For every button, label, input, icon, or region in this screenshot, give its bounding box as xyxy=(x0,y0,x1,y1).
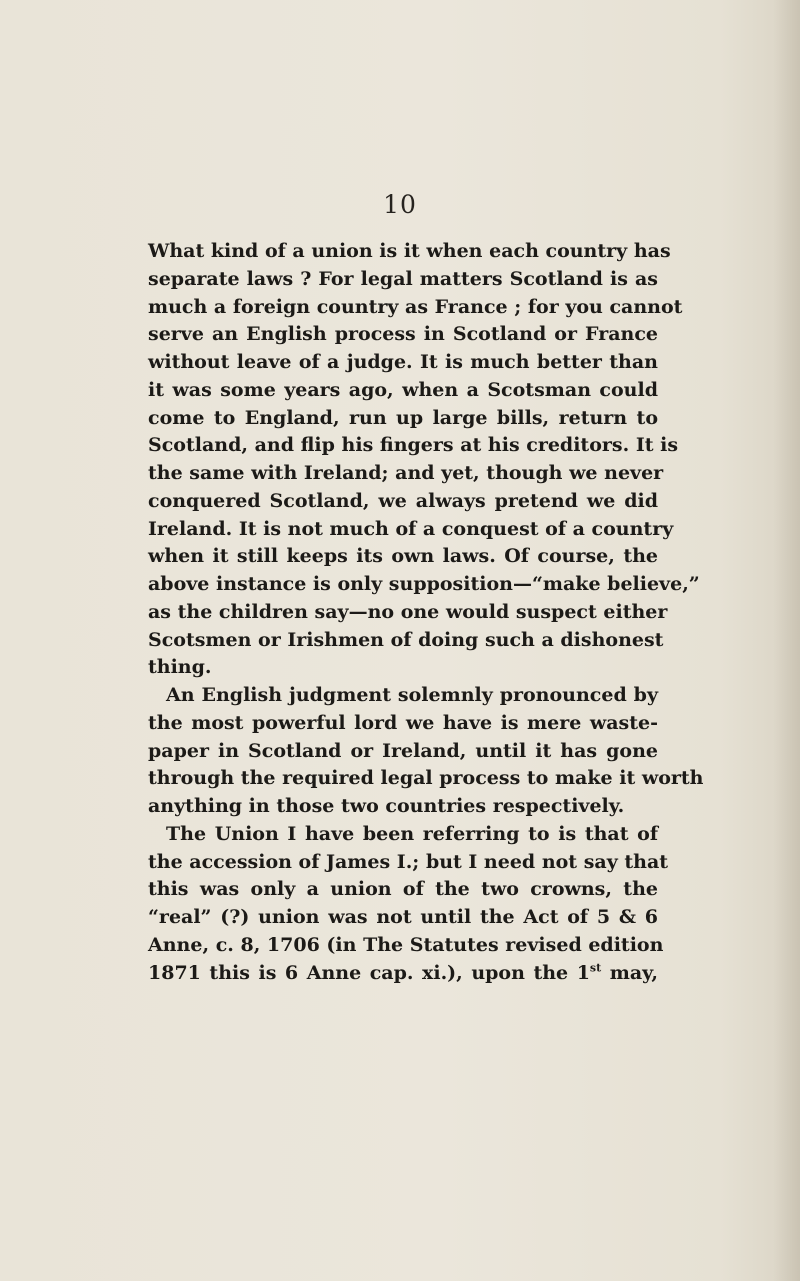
text-line: come to England, run up large bills, return to xyxy=(148,406,658,429)
text-line: thing. xyxy=(148,656,212,679)
text-line: through the required legal process to make it worth xyxy=(148,767,704,790)
text-line: much a foreign country as France ; for you cannot xyxy=(148,295,683,318)
text-line: when it still keeps its own laws. Of course, the xyxy=(148,545,658,568)
text-line: this was only a union of the two crowns, the xyxy=(148,878,658,901)
text-line: What kind of a union is it when each country has xyxy=(148,240,671,262)
text-line: 1871 this is 6 Anne cap. xi.), upon the 1st may, xyxy=(148,961,658,984)
text-line: Anne, c. 8, 1706 (in The Statutes revised edition xyxy=(148,933,664,956)
text-line: the accession of James I.; but I need not say that xyxy=(148,850,669,873)
text-line: above instance is only supposition—“make believe,” xyxy=(148,573,700,595)
text-line: An English judgment solemnly pronounced by xyxy=(166,684,658,706)
page-number: 10 xyxy=(383,190,417,219)
text-line: conquered Scotland, we always pretend we did xyxy=(148,489,658,512)
text-line: it was some years ago, when a Scotsman could xyxy=(148,378,658,401)
text-line: Ireland. It is not much of a conquest of a country xyxy=(148,517,674,540)
text-line: serve an English process in Scotland or France xyxy=(148,323,658,346)
text-line: The Union I have been referring to is that of xyxy=(166,822,658,845)
text-line: paper in Scotland or Ireland, until it has gone xyxy=(148,739,658,762)
text-line: without leave of a judge. It is much better than xyxy=(148,351,658,373)
text-line: anything in those two countries respectively. xyxy=(148,795,625,817)
body-text xyxy=(148,238,704,987)
text-line: Scotsmen or Irishmen of doing such a dishonest xyxy=(148,628,664,651)
text-line: “real” (?) union was not until the Act of 5 & 6 xyxy=(148,906,658,928)
text-line: separate laws ? For legal matters Scotland is as xyxy=(148,267,658,290)
text-line: the most powerful lord we have is mere waste- xyxy=(148,711,658,734)
text-line: as the children say—no one would suspect either xyxy=(148,600,668,623)
text-line: the same with Ireland; and yet, though we never xyxy=(148,462,664,484)
text-line: Scotland, and flip his fingers at his creditors. It is xyxy=(148,434,679,457)
